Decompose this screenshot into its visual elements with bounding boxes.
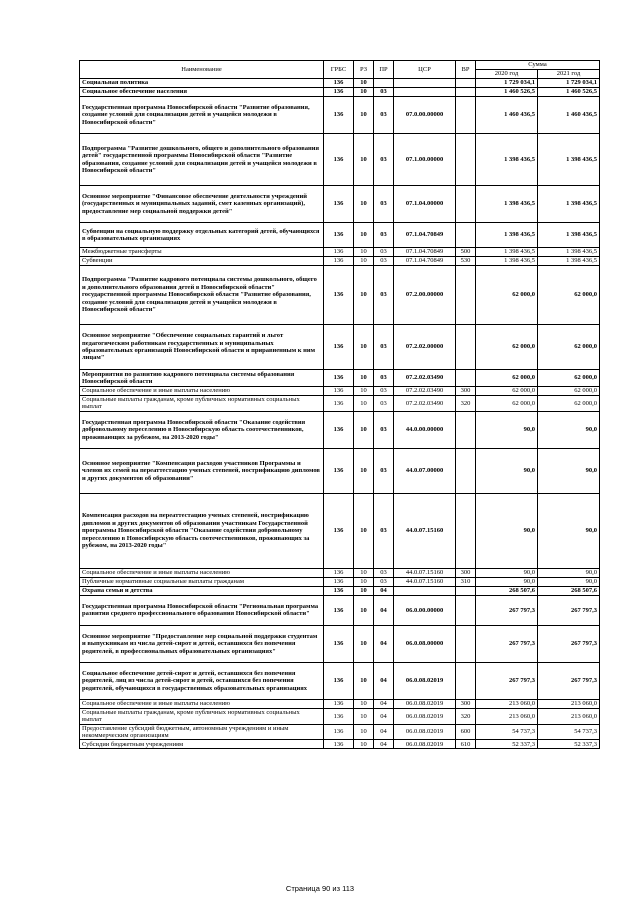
cell-vr [456, 662, 476, 699]
cell-csr: 06.0.08.02019 [394, 708, 456, 724]
cell-vr [456, 448, 476, 493]
cell-vr: 610 [456, 740, 476, 749]
cell-pr: 04 [374, 699, 394, 708]
cell-csr [394, 79, 456, 88]
cell-rz: 10 [354, 387, 374, 396]
cell-name: Компенсация расходов на переаттестацию ученых степеней, нострификацию дипломов и других документов об образовании участникам Государственной программы Новосибирской области "Оказание содействия добровольному переселению в Новосибирскую область соотечественников, проживающих за рубежом, на 2013-2020 годы" [80, 493, 324, 568]
cell-pr: 04 [374, 662, 394, 699]
cell-vr: 320 [456, 396, 476, 412]
cell-vr: 310 [456, 577, 476, 586]
table-row [80, 370, 600, 387]
cell-pr: 04 [374, 586, 394, 595]
cell-2021: 267 797,3 [538, 625, 600, 662]
cell-grbs: 136 [324, 568, 354, 577]
cell-2021: 1 460 526,5 [538, 88, 600, 97]
table-row [80, 396, 600, 412]
cell-2020: 1 729 034,1 [476, 79, 538, 88]
table-row [80, 493, 600, 568]
cell-pr: 03 [374, 325, 394, 370]
cell-vr [456, 586, 476, 595]
header-rz: РЗ [354, 61, 374, 79]
cell-rz: 10 [354, 625, 374, 662]
cell-pr: 03 [374, 257, 394, 266]
cell-rz: 10 [354, 662, 374, 699]
cell-2020: 62 000,0 [476, 396, 538, 412]
cell-name: Социальное обеспечение и иные выплаты населению [80, 387, 324, 396]
cell-grbs: 136 [324, 396, 354, 412]
cell-rz: 10 [354, 396, 374, 412]
cell-2021: 1 398 436,5 [538, 248, 600, 257]
cell-grbs: 136 [324, 586, 354, 595]
cell-csr: 06.0.08.00000 [394, 625, 456, 662]
cell-grbs: 136 [324, 257, 354, 266]
cell-pr: 03 [374, 568, 394, 577]
cell-2021: 1 729 034,1 [538, 79, 600, 88]
cell-2020: 267 797,3 [476, 625, 538, 662]
cell-2021: 1 460 436,5 [538, 97, 600, 134]
cell-name: Государственная программа Новосибирской области "Региональная программа развития среднего профессионального образования Новосибирской области" [80, 595, 324, 625]
cell-2021: 90,0 [538, 577, 600, 586]
cell-pr [374, 79, 394, 88]
cell-vr: 600 [456, 724, 476, 740]
cell-2021: 268 507,6 [538, 586, 600, 595]
cell-pr: 03 [374, 88, 394, 97]
cell-pr: 03 [374, 186, 394, 223]
cell-rz: 10 [354, 79, 374, 88]
cell-rz: 10 [354, 88, 374, 97]
cell-pr: 04 [374, 708, 394, 724]
cell-2020: 62 000,0 [476, 325, 538, 370]
cell-grbs: 136 [324, 448, 354, 493]
cell-2021: 90,0 [538, 448, 600, 493]
table-header [80, 61, 600, 79]
cell-rz: 10 [354, 97, 374, 134]
cell-csr: 44.0.07.15160 [394, 577, 456, 586]
cell-rz: 10 [354, 248, 374, 257]
cell-rz: 10 [354, 266, 374, 325]
cell-2020: 52 337,3 [476, 740, 538, 749]
cell-grbs: 136 [324, 97, 354, 134]
cell-pr: 03 [374, 266, 394, 325]
cell-rz: 10 [354, 325, 374, 370]
cell-csr: 07.0.00.00000 [394, 97, 456, 134]
cell-vr [456, 134, 476, 186]
cell-2021: 1 398 436,5 [538, 134, 600, 186]
table-row [80, 586, 600, 595]
cell-grbs: 136 [324, 724, 354, 740]
cell-csr: 44.0.07.00000 [394, 448, 456, 493]
cell-grbs: 136 [324, 248, 354, 257]
cell-name: Социальные выплаты гражданам, кроме публичных нормативных социальных выплат [80, 708, 324, 724]
cell-pr: 04 [374, 595, 394, 625]
cell-rz: 10 [354, 186, 374, 223]
cell-csr [394, 88, 456, 97]
cell-2021: 62 000,0 [538, 396, 600, 412]
cell-rz: 10 [354, 134, 374, 186]
cell-name: Предоставление субсидий бюджетным, автономным учреждениям и иным некоммерческим организациям [80, 724, 324, 740]
cell-2021: 90,0 [538, 411, 600, 448]
cell-csr: 06.0.00.00000 [394, 595, 456, 625]
cell-2020: 90,0 [476, 448, 538, 493]
cell-name: Субсидии бюджетным учреждениям [80, 740, 324, 749]
cell-2021: 62 000,0 [538, 370, 600, 387]
cell-name: Основное мероприятие "Предоставление мер социальной поддержки студентам и выпускникам из числа детей-сирот и детей, оставшихся без попечения родителей, в профессиональных образовательных организациях" [80, 625, 324, 662]
cell-name: Субвенции [80, 257, 324, 266]
table-row [80, 724, 600, 740]
cell-vr: 300 [456, 699, 476, 708]
cell-vr [456, 325, 476, 370]
cell-name: Основное мероприятие "Обеспечение социальных гарантий и льгот педагогическим работникам государственных и муниципальных образовательных организаций Новосибирской области и приравненным к ним лицам" [80, 325, 324, 370]
cell-2020: 62 000,0 [476, 370, 538, 387]
cell-csr: 07.2.02.03490 [394, 370, 456, 387]
cell-pr: 03 [374, 493, 394, 568]
table-row [80, 186, 600, 223]
cell-grbs: 136 [324, 699, 354, 708]
cell-grbs: 136 [324, 266, 354, 325]
cell-vr [456, 595, 476, 625]
table-row [80, 88, 600, 97]
cell-2020: 90,0 [476, 568, 538, 577]
table-body [80, 79, 600, 749]
cell-2020: 213 060,0 [476, 708, 538, 724]
cell-2020: 1 398 436,5 [476, 134, 538, 186]
cell-2020: 1 460 526,5 [476, 88, 538, 97]
cell-rz: 10 [354, 411, 374, 448]
cell-2021: 1 398 436,5 [538, 257, 600, 266]
cell-grbs: 136 [324, 411, 354, 448]
cell-rz: 10 [354, 586, 374, 595]
table-row [80, 568, 600, 577]
cell-2021: 267 797,3 [538, 595, 600, 625]
page-number: Страница 90 из 113 [285, 884, 355, 893]
header-grbs: ГРБС [324, 61, 354, 79]
cell-pr: 04 [374, 740, 394, 749]
table-row [80, 708, 600, 724]
cell-2020: 62 000,0 [476, 266, 538, 325]
table-row [80, 448, 600, 493]
cell-grbs: 136 [324, 740, 354, 749]
cell-csr: 07.1.04.70849 [394, 257, 456, 266]
header-name: Наименование [80, 61, 324, 79]
table-row [80, 595, 600, 625]
cell-rz: 10 [354, 223, 374, 248]
cell-name: Государственная программа Новосибирской области "Оказание содействия добровольному переселению в Новосибирскую область соотечественников, проживающих за рубежом, на 2013-2020 годы" [80, 411, 324, 448]
cell-name: Социальное обеспечение и иные выплаты населению [80, 568, 324, 577]
cell-grbs: 136 [324, 325, 354, 370]
cell-grbs: 136 [324, 708, 354, 724]
cell-name: Основное мероприятие "Компенсация расходов участников Программы и членов их семей на переаттестацию ученых степеней, нострификацию дипломов и других документов об образовании" [80, 448, 324, 493]
cell-2021: 62 000,0 [538, 325, 600, 370]
cell-grbs: 136 [324, 493, 354, 568]
cell-name: Мероприятия по развитию кадрового потенциала системы образования Новосибирской области [80, 370, 324, 387]
cell-name: Государственная программа Новосибирской области "Развитие образования, создание условий для социализации детей и учащейся молодежи в Новосибирской области" [80, 97, 324, 134]
cell-pr: 03 [374, 577, 394, 586]
cell-vr [456, 266, 476, 325]
cell-2021: 90,0 [538, 568, 600, 577]
cell-grbs: 136 [324, 370, 354, 387]
cell-csr: 06.0.08.02019 [394, 699, 456, 708]
cell-2021: 54 737,3 [538, 724, 600, 740]
cell-2020: 268 507,6 [476, 586, 538, 595]
table-row [80, 740, 600, 749]
cell-rz: 10 [354, 493, 374, 568]
cell-vr: 500 [456, 248, 476, 257]
cell-vr: 300 [456, 568, 476, 577]
cell-2020: 267 797,3 [476, 662, 538, 699]
cell-pr: 04 [374, 724, 394, 740]
cell-2021: 267 797,3 [538, 662, 600, 699]
cell-csr [394, 586, 456, 595]
cell-pr: 03 [374, 97, 394, 134]
cell-vr: 300 [456, 387, 476, 396]
cell-csr: 07.1.00.00000 [394, 134, 456, 186]
cell-name: Основное мероприятие "Финансовое обеспечение деятельности учреждений (государственных и муниципальных заданий, смет казенных организаций), предоставление мер социальной поддержки детей" [80, 186, 324, 223]
cell-rz: 10 [354, 708, 374, 724]
cell-rz: 10 [354, 740, 374, 749]
cell-rz: 10 [354, 257, 374, 266]
cell-2021: 1 398 436,5 [538, 186, 600, 223]
cell-csr: 07.2.02.03490 [394, 396, 456, 412]
table-row [80, 662, 600, 699]
cell-rz: 10 [354, 370, 374, 387]
cell-2020: 90,0 [476, 577, 538, 586]
header-csr: ЦСР [394, 61, 456, 79]
cell-grbs: 136 [324, 79, 354, 88]
cell-vr [456, 223, 476, 248]
cell-2021: 90,0 [538, 493, 600, 568]
cell-2021: 52 337,3 [538, 740, 600, 749]
cell-csr: 44.0.07.15160 [394, 568, 456, 577]
table-row [80, 97, 600, 134]
table-row [80, 257, 600, 266]
cell-pr: 03 [374, 387, 394, 396]
cell-grbs: 136 [324, 595, 354, 625]
cell-vr: 530 [456, 257, 476, 266]
cell-csr: 07.1.04.70849 [394, 223, 456, 248]
cell-name: Подпрограмма "Развитие дошкольного, общего и дополнительного образования детей" государственной программы Новосибирской области "Развитие образования, создание условий для социализации детей и учащейся молодежи в Новосибирской области" [80, 134, 324, 186]
table-row [80, 625, 600, 662]
budget-table [79, 60, 600, 749]
cell-name: Межбюджетные трансферты [80, 248, 324, 257]
cell-pr: 03 [374, 134, 394, 186]
cell-pr: 03 [374, 223, 394, 248]
cell-2020: 90,0 [476, 493, 538, 568]
cell-csr: 44.0.07.15160 [394, 493, 456, 568]
table-row [80, 248, 600, 257]
cell-2020: 1 398 436,5 [476, 223, 538, 248]
table-row [80, 266, 600, 325]
cell-2020: 1 460 436,5 [476, 97, 538, 134]
cell-2021: 213 060,0 [538, 699, 600, 708]
cell-grbs: 136 [324, 625, 354, 662]
cell-grbs: 136 [324, 223, 354, 248]
table-row [80, 134, 600, 186]
cell-csr: 06.0.08.02019 [394, 740, 456, 749]
cell-rz: 10 [354, 699, 374, 708]
cell-csr: 07.2.02.03490 [394, 387, 456, 396]
table-row [80, 577, 600, 586]
cell-csr: 44.0.00.00000 [394, 411, 456, 448]
header-2020: 2020 год [476, 70, 538, 79]
cell-vr [456, 625, 476, 662]
table-row [80, 387, 600, 396]
cell-name: Социальное обеспечение населения [80, 88, 324, 97]
cell-name: Социальная политика [80, 79, 324, 88]
cell-grbs: 136 [324, 134, 354, 186]
cell-pr: 03 [374, 370, 394, 387]
table-row [80, 223, 600, 248]
cell-2020: 90,0 [476, 411, 538, 448]
table-row [80, 79, 600, 88]
header-sum: Сумма [476, 61, 600, 70]
cell-csr: 06.0.08.02019 [394, 724, 456, 740]
cell-pr: 03 [374, 411, 394, 448]
cell-rz: 10 [354, 448, 374, 493]
cell-grbs: 136 [324, 88, 354, 97]
cell-2020: 267 797,3 [476, 595, 538, 625]
cell-rz: 10 [354, 568, 374, 577]
header-2021: 2021 год [538, 70, 600, 79]
cell-pr: 03 [374, 248, 394, 257]
header-vr: ВР [456, 61, 476, 79]
cell-vr: 320 [456, 708, 476, 724]
cell-csr: 07.2.02.00000 [394, 325, 456, 370]
cell-vr [456, 88, 476, 97]
cell-2020: 1 398 436,5 [476, 186, 538, 223]
cell-pr: 04 [374, 625, 394, 662]
cell-name: Публичные нормативные социальные выплаты гражданам [80, 577, 324, 586]
cell-name: Охрана семьи и детства [80, 586, 324, 595]
cell-grbs: 136 [324, 662, 354, 699]
cell-name: Подпрограмма "Развитие кадрового потенциала системы дошкольного, общего и дополнительного образования детей в Новосибирской области" государственной программы Новосибирской области "Развитие образования, создание условий для социализации детей и учащейся молодежи в Новосибирской области" [80, 266, 324, 325]
cell-grbs: 136 [324, 387, 354, 396]
cell-rz: 10 [354, 724, 374, 740]
table-row [80, 325, 600, 370]
cell-csr: 07.1.04.70849 [394, 248, 456, 257]
cell-2020: 1 398 436,5 [476, 248, 538, 257]
cell-vr [456, 411, 476, 448]
cell-name: Субвенции на социальную поддержку отдельных категорий детей, обучающихся в образовательных организациях [80, 223, 324, 248]
cell-grbs: 136 [324, 577, 354, 586]
cell-vr [456, 370, 476, 387]
cell-rz: 10 [354, 595, 374, 625]
cell-2020: 54 737,3 [476, 724, 538, 740]
cell-csr: 06.0.08.02019 [394, 662, 456, 699]
cell-pr: 03 [374, 448, 394, 493]
cell-name: Социальное обеспечение детей-сирот и детей, оставшихся без попечения родителей, лиц из числа детей-сирот и детей, оставшихся без попечения родителей, обучающихся в государственных образовательных организациях [80, 662, 324, 699]
cell-csr: 07.2.00.00000 [394, 266, 456, 325]
table-row [80, 699, 600, 708]
cell-2020: 1 398 436,5 [476, 257, 538, 266]
cell-2020: 213 060,0 [476, 699, 538, 708]
table-row [80, 411, 600, 448]
cell-name: Социальные выплаты гражданам, кроме публичных нормативных социальных выплат [80, 396, 324, 412]
cell-vr [456, 97, 476, 134]
cell-name: Социальное обеспечение и иные выплаты населению [80, 699, 324, 708]
cell-csr: 07.1.04.00000 [394, 186, 456, 223]
header-pr: ПР [374, 61, 394, 79]
cell-2021: 1 398 436,5 [538, 223, 600, 248]
cell-grbs: 136 [324, 186, 354, 223]
cell-2021: 62 000,0 [538, 266, 600, 325]
cell-rz: 10 [354, 577, 374, 586]
cell-2021: 62 000,0 [538, 387, 600, 396]
cell-vr [456, 186, 476, 223]
cell-vr [456, 493, 476, 568]
cell-2020: 62 000,0 [476, 387, 538, 396]
cell-2021: 213 060,0 [538, 708, 600, 724]
cell-pr: 03 [374, 396, 394, 412]
cell-vr [456, 79, 476, 88]
